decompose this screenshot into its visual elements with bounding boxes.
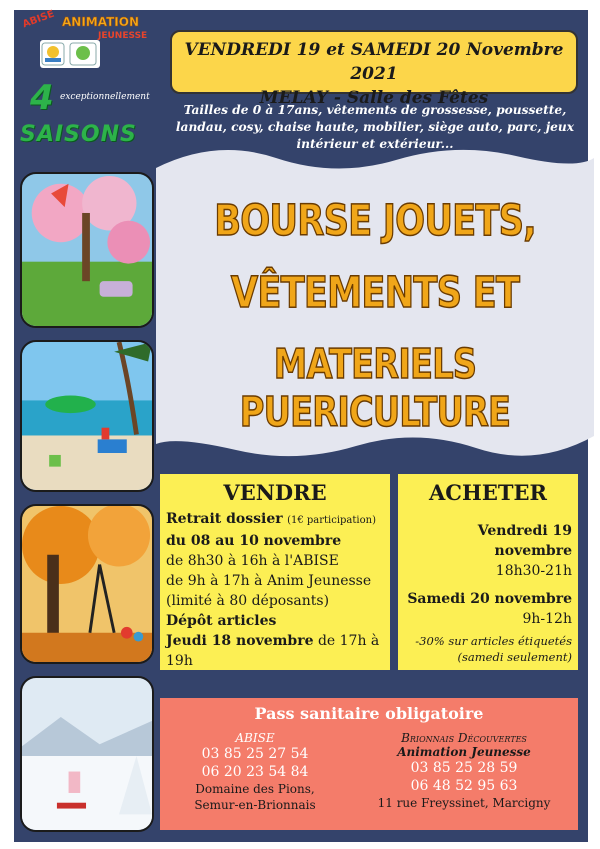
participation-fee: (1€ participation): [287, 515, 376, 526]
jeunesse-logo-text: JEUNESSE: [98, 31, 148, 41]
spring-photo: [20, 172, 154, 328]
abise-phone-2: 06 20 23 54 84: [201, 764, 309, 780]
abise-hours: de 8h30 à 16h à l'ABISE: [166, 553, 339, 569]
brionnais-contact: [350, 731, 578, 813]
summer-beach-photo: [20, 340, 154, 492]
abise-logo: ABISE: [21, 8, 57, 31]
title-line-2: VÊTEMENTS ET: [230, 268, 520, 318]
discount-text: -30% sur articles étiquetés: [415, 634, 572, 648]
abise-contact-name: ABISE: [235, 731, 275, 745]
seasons-label: SAISONS: [20, 122, 137, 147]
brionnais-phone-2: 06 48 52 95 63: [410, 778, 518, 794]
friday-date: Vendredi 19 novembre: [477, 523, 572, 559]
deposit-hours: de 17h à 19h: [166, 633, 380, 669]
autumn-photo: [20, 504, 154, 664]
discount-note: (samedi seulement): [457, 650, 572, 664]
animation-logo-text: ANIMATION: [62, 15, 139, 29]
friday-hours: 18h30-21h: [495, 563, 572, 579]
pickup-dates: du 08 au 10 novembre: [166, 533, 342, 549]
contact-box: [160, 698, 578, 830]
title-line-1: BOURSE JOUETS,: [214, 196, 536, 246]
title-line-3: MATERIELS PUERICULTURE: [239, 340, 511, 436]
seasons-exceptionally: exceptionnellement: [60, 92, 150, 102]
deposit-label: Dépôt articles: [166, 613, 277, 629]
brionnais-contact-name: Brionnais Découvertes: [401, 731, 527, 745]
event-dates: VENDREDI 19 et SAMEDI 20 Novembre 2021: [184, 40, 564, 84]
brionnais-address: 11 rue Freyssinet, Marcigny: [377, 796, 551, 810]
anim-jeunesse-hours: de 9h à 17h à Anim Jeunesse: [166, 573, 372, 589]
sizes-items-tagline: Tailles de 0 à 17ans, vêtements de grossesse, poussette, landau, cosy, chaise haute, mobilier, siège auto, parc, jeux intérieur et extérieur...: [175, 103, 575, 151]
buy-info-box: [398, 474, 578, 670]
seasons-number: 4: [30, 78, 54, 118]
sell-heading: VENDRE: [223, 480, 327, 505]
depositor-limit: (limité à 80 déposants): [166, 593, 330, 609]
health-pass-notice: Pass sanitaire obligatoire: [254, 704, 484, 723]
brionnais-sub-name: Animation Jeunesse: [397, 745, 531, 759]
sell-info-box: [160, 474, 390, 670]
event-location: MELAY - Salle des Fêtes: [259, 88, 489, 108]
buy-heading: ACHETER: [429, 480, 547, 505]
dossier-pickup-label: Retrait dossier: [166, 511, 283, 527]
abise-address-2: Semur-en-Brionnais: [194, 798, 316, 812]
abise-contact: [160, 731, 350, 813]
winter-snow-photo: [20, 676, 154, 832]
saturday-date: Samedi 20 novembre: [407, 591, 572, 607]
animation-jeunesse-logo: [60, 12, 150, 42]
abise-address-1: Domaine des Pions,: [195, 782, 315, 796]
abise-phone-1: 03 85 25 27 54: [201, 746, 309, 762]
brionnais-phone-1: 03 85 25 28 59: [410, 760, 518, 776]
event-date-box: [170, 30, 578, 108]
saturday-hours: 9h-12h: [522, 611, 572, 627]
deposit-date: Jeudi 18 novembre: [166, 633, 314, 649]
partner-logos: [40, 40, 100, 68]
